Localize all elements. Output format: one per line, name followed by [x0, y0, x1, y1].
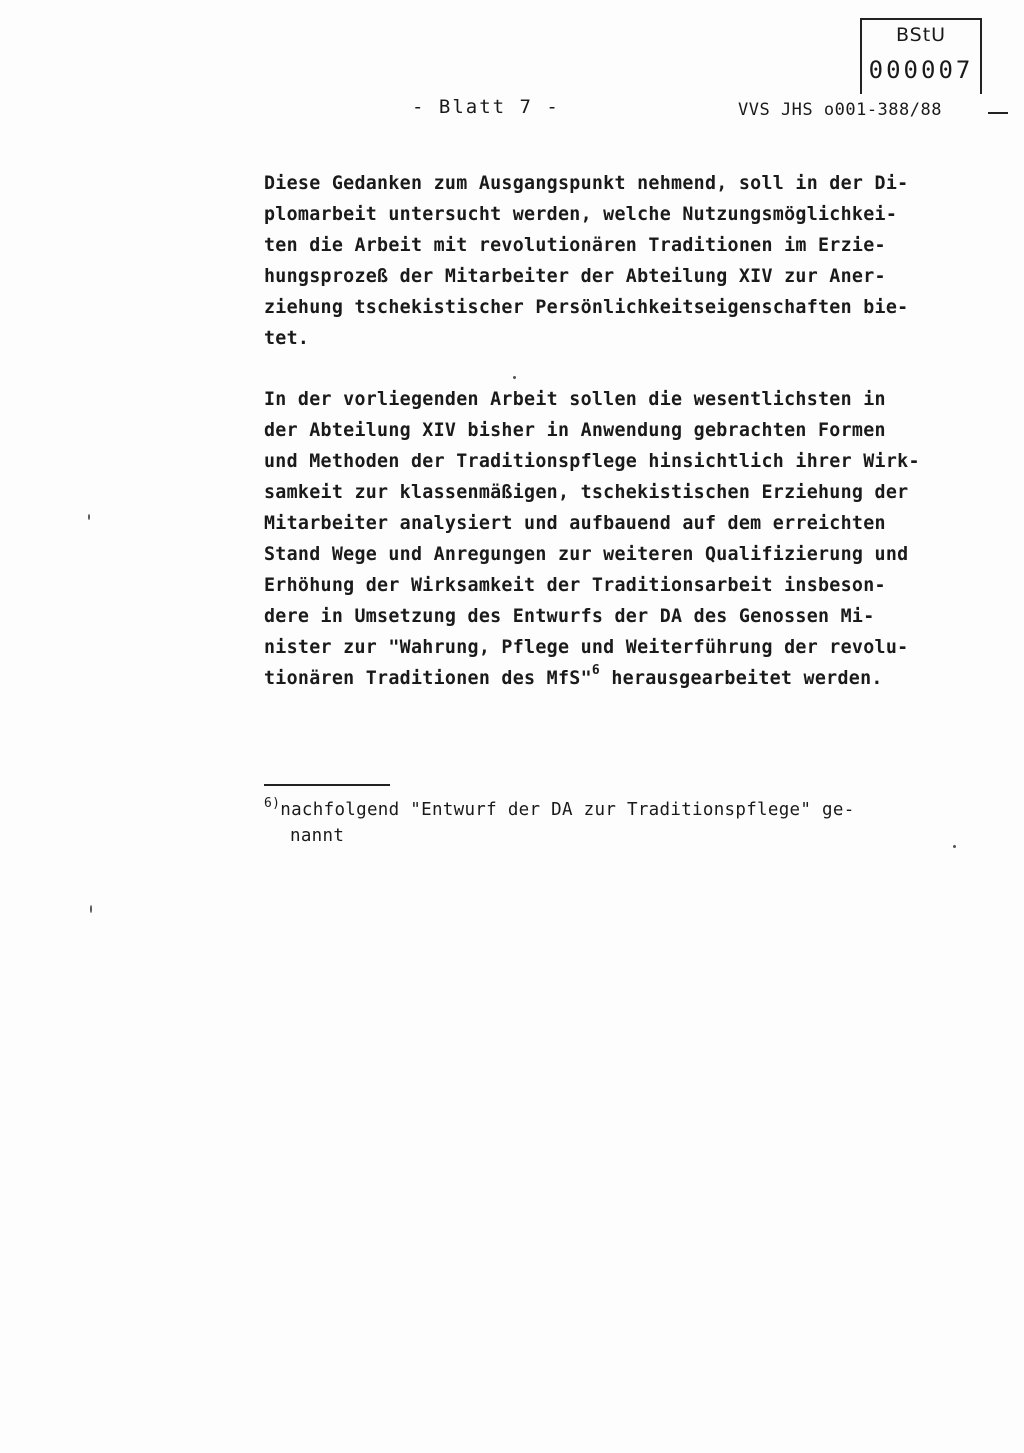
text-line: hungsprozeß der Mitarbeiter der Abteilung XIV zur Aner- — [264, 266, 886, 287]
page-label: - Blatt 7 - — [412, 96, 560, 118]
paragraph-2 — [264, 384, 984, 694]
text-line-last — [264, 663, 984, 694]
text-line: In der vorliegenden Arbeit sollen die wesentlichsten in — [264, 389, 886, 410]
archive-stamp — [860, 18, 982, 94]
scan-speck — [90, 905, 92, 913]
stamp-number: 000007 — [868, 56, 974, 84]
stamp-label: BStU — [895, 24, 947, 46]
text-line: nister zur "Wahrung, Pflege und Weiterführung der revolu- — [264, 637, 909, 658]
footnote-text-continued: nannt — [290, 826, 345, 846]
text-fragment: herausgearbeitet werden. — [600, 668, 883, 689]
text-line: und Methoden der Traditionspflege hinsichtlich ihrer Wirk- — [264, 451, 920, 472]
text-line: ten die Arbeit mit revolutionären Traditionen im Erzie- — [264, 235, 886, 256]
scan-speck — [88, 514, 90, 520]
text-line: Erhöhung der Wirksamkeit der Traditionsarbeit insbeson- — [264, 575, 886, 596]
text-line: dere in Umsetzung des Entwurfs der DA des Genossen Mi- — [264, 606, 875, 627]
footnote-text: nachfolgend "Entwurf der DA zur Traditionspflege" ge- — [280, 800, 855, 820]
text-line: tet. — [264, 328, 310, 349]
text-line: Mitarbeiter analysiert und aufbauend auf dem erreichten — [264, 513, 886, 534]
paragraph-1 — [264, 168, 984, 354]
text-line: ziehung tschekistischer Persönlichkeitseigenschaften bie- — [264, 297, 909, 318]
text-line: Diese Gedanken zum Ausgangspunkt nehmend, soll in der Di- — [264, 173, 909, 194]
footnote-reference: 6 — [591, 663, 601, 678]
footnote — [264, 798, 855, 848]
footnote-separator — [264, 784, 390, 786]
text-line: plomarbeit untersucht werden, welche Nutzungsmöglichkei- — [264, 204, 898, 225]
header-dash — [988, 112, 1008, 114]
footnote-marker: 6) — [264, 796, 281, 811]
scan-speck — [953, 845, 956, 848]
scan-speck — [513, 376, 516, 379]
text-line: samkeit zur klassenmäßigen, tschekistischen Erziehung der — [264, 482, 909, 503]
text-line: der Abteilung XIV bisher in Anwendung gebrachten Formen — [264, 420, 886, 441]
document-reference: VVS JHS o001-388/88 — [738, 100, 942, 120]
text-line: Stand Wege und Anregungen zur weiteren Qualifizierung und — [264, 544, 909, 565]
text-fragment: tionären Traditionen des MfS" — [264, 668, 592, 689]
